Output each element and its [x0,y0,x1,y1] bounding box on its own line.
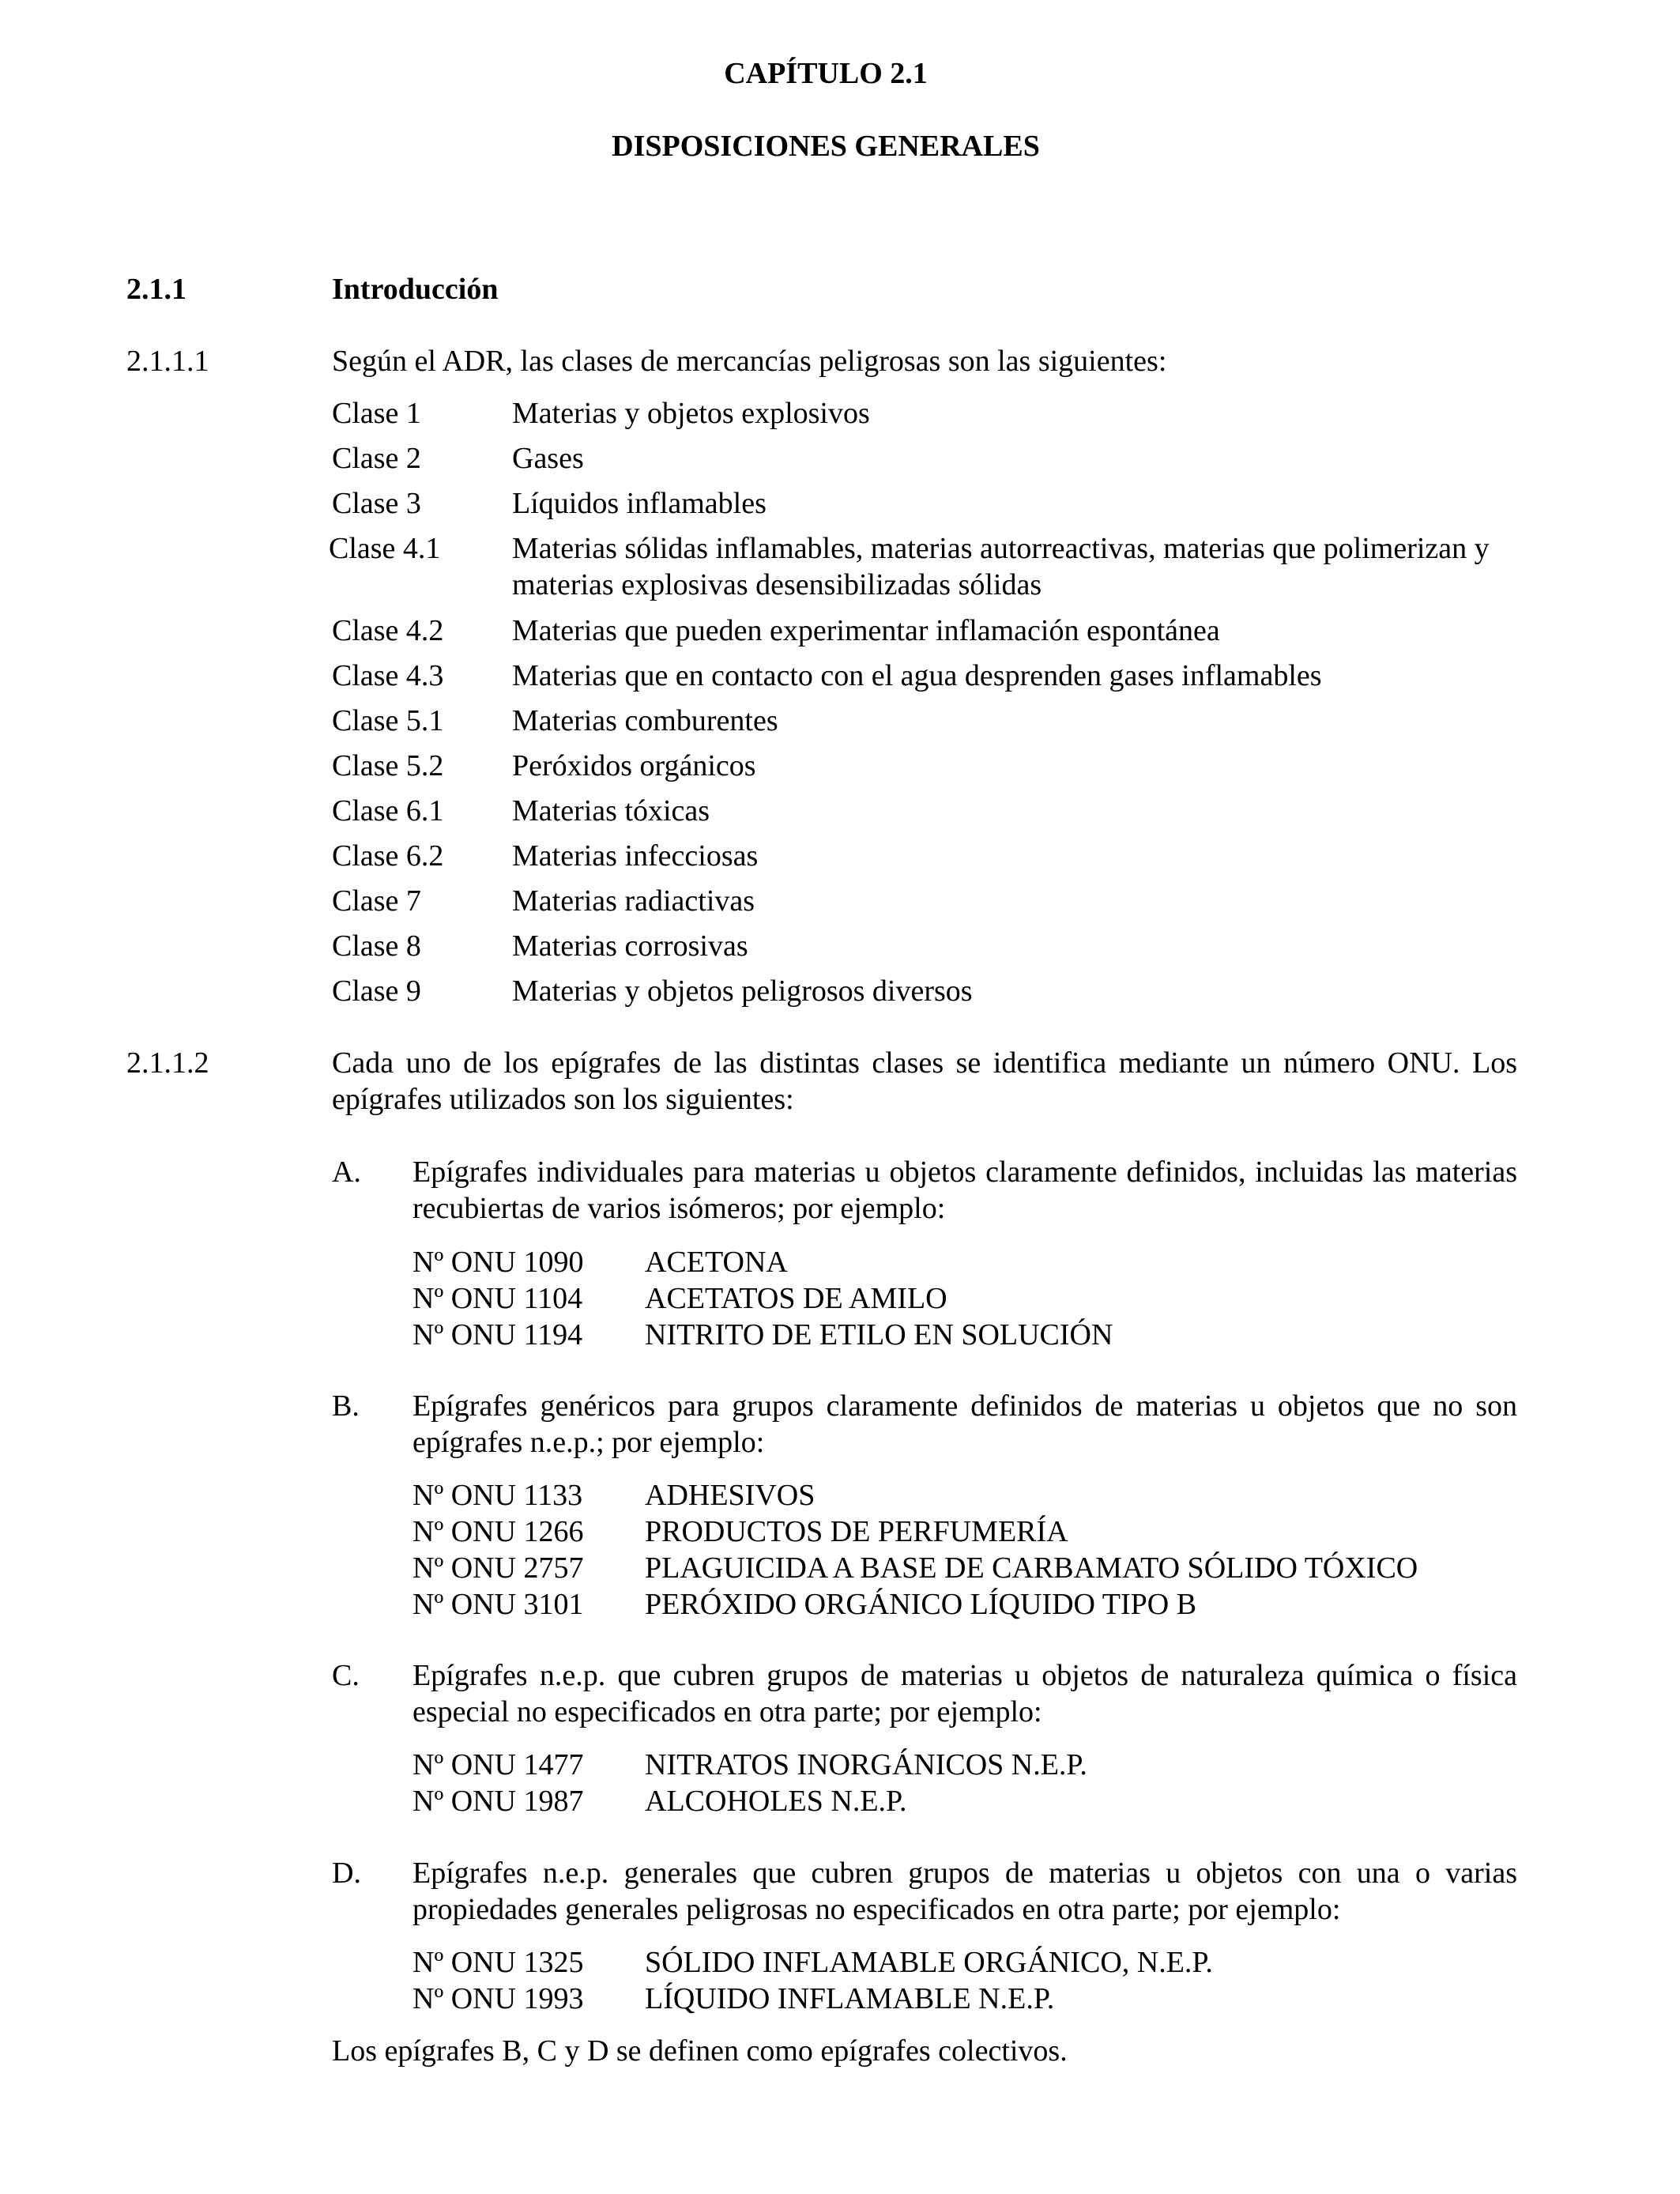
class-code: Clase 6.1 [332,794,444,827]
class-description: Materias radiactivas [512,884,755,918]
class-description: Líquidos inflamables [512,487,767,520]
class-code: Clase 4.3 [332,659,444,692]
section-title: Introducción [332,273,499,306]
paragraph-text: Cada uno de los epígrafes de las distintas clases se identifica mediante un número ONU. Los epígrafes utilizados son los siguientes: [332,1046,1517,1116]
paragraph-text: Según el ADR, las clases de mercancías peligrosas son las siguientes: [332,345,1167,378]
onu-name: PRODUCTOS DE PERFUMERÍA [645,1515,1068,1548]
class-description: Materias que pueden experimentar inflamación espontánea [512,614,1220,647]
item-letter: A. [332,1155,361,1189]
onu-name: NITRITO DE ETILO EN SOLUCIÓN [645,1318,1113,1351]
class-code: Clase 7 [332,884,421,918]
onu-name: ALCOHOLES N.E.P. [645,1785,907,1818]
paragraph-number: 2.1.1.1 [126,345,209,378]
class-description: Materias tóxicas [512,794,710,827]
onu-number: Nº ONU 2757 [412,1551,584,1585]
class-description: Gases [512,442,584,475]
chapter-title: CAPÍTULO 2.1 [724,57,928,90]
class-code: Clase 2 [332,442,421,475]
closing-text: Los epígrafes B, C y D se definen como epígrafes colectivos. [332,2034,1068,2068]
class-description: Materias y objetos peligrosos diversos [512,974,973,1008]
chapter-subtitle: DISPOSICIONES GENERALES [612,130,1040,163]
onu-number: Nº ONU 1104 [412,1282,583,1315]
item-text: Epígrafes genéricos para grupos claramente definidos de materias u objetos que no son epígrafes n.e.p.; por ejemplo: [412,1389,1517,1459]
onu-name: LÍQUIDO INFLAMABLE N.E.P. [645,1982,1055,2015]
item-text: Epígrafes n.e.p. que cubren grupos de materias u objetos de naturaleza química o física especial no especificados en otra parte; por ejemplo: [412,1659,1517,1728]
class-code: Clase 8 [332,929,421,963]
onu-number: Nº ONU 1325 [412,1946,584,1979]
class-description: Materias corrosivas [512,929,748,963]
class-code: Clase 6.2 [332,839,444,873]
section-number: 2.1.1 [126,273,186,306]
item-text: Epígrafes individuales para materias u objetos claramente definidos, incluidas las materias recubiertas de varios isómeros; por ejemplo: [412,1155,1517,1225]
onu-name: PLAGUICIDA A BASE DE CARBAMATO SÓLIDO TÓXICO [645,1551,1418,1585]
onu-name: ACETONA [645,1246,788,1279]
class-code: Clase 4.1 [329,532,441,565]
class-description: Materias y objetos explosivos [512,397,870,430]
onu-name: SÓLIDO INFLAMABLE ORGÁNICO, N.E.P. [645,1946,1213,1979]
item-letter: D. [332,1857,361,1890]
onu-number: Nº ONU 1993 [412,1982,584,2015]
onu-name: ADHESIVOS [645,1479,816,1512]
class-code: Clase 9 [332,974,421,1008]
onu-name: PERÓXIDO ORGÁNICO LÍQUIDO TIPO B [645,1588,1197,1621]
onu-number: Nº ONU 1194 [412,1318,583,1351]
onu-name: ACETATOS DE AMILO [645,1282,947,1315]
onu-number: Nº ONU 1133 [412,1479,583,1512]
onu-number: Nº ONU 1266 [412,1515,584,1548]
class-code: Clase 1 [332,397,421,430]
class-code: Clase 5.1 [332,704,444,737]
class-code: Clase 3 [332,487,421,520]
class-code: Clase 4.2 [332,614,444,647]
class-description: Materias comburentes [512,704,778,737]
onu-number: Nº ONU 1090 [412,1246,584,1279]
paragraph-number: 2.1.1.2 [126,1046,209,1080]
onu-number: Nº ONU 1477 [412,1748,584,1781]
onu-name: NITRATOS INORGÁNICOS N.E.P. [645,1748,1087,1781]
onu-number: Nº ONU 3101 [412,1588,584,1621]
class-description: Peróxidos orgánicos [512,749,756,782]
item-letter: C. [332,1659,360,1692]
item-text: Epígrafes n.e.p. generales que cubren grupos de materias u objetos con una o varias propiedades generales peligrosas no especificados en otra parte; por ejemplo: [412,1857,1517,1926]
class-description: Materias que en contacto con el agua desprenden gases inflamables [512,659,1322,692]
class-description: Materias sólidas inflamables, materias autorreactivas, materias que polimerizan y materias explosivas desensibilizadas sólidas [512,532,1490,601]
class-description: Materias infecciosas [512,839,759,873]
onu-number: Nº ONU 1987 [412,1785,584,1818]
class-code: Clase 5.2 [332,749,444,782]
item-letter: B. [332,1389,360,1423]
